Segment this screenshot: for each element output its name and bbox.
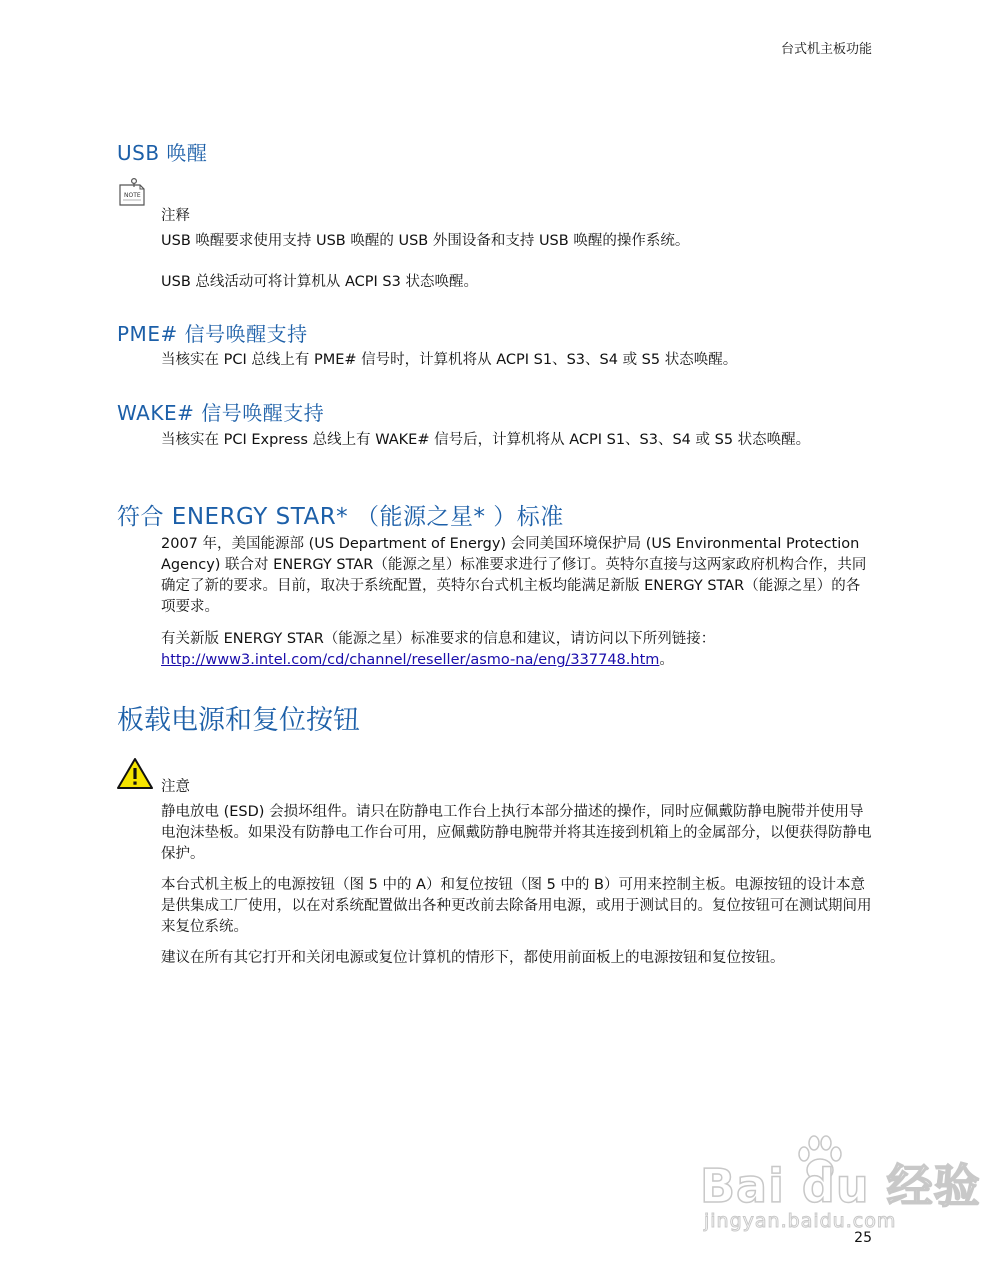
energy-star-para-1: 2007 年，美国能源部 (US Department of Energy) 会同美国环境保护局 (US Environmental Protection Agency) 联合对 ENERGY STAR（能源之星）标准要求进行了修订。英特尔直接与这两家政府机构合作，共同确定了新的要求。目前，取决于系统配置，英特尔台式机主板均能满足新版 ENERGY STAR（能源之星）的各项要求。 [161,536,867,615]
power-reset-para-1: 静电放电 (ESD) 会损坏组件。请只在防静电工作台上执行本部分描述的操作，同时应佩戴防静电腕带并使用导电泡沫垫板。如果没有防静电工作台可用，应佩戴防静电腕带并将其连接到机箱上的金属部分，以便获得防静电保护。 [161,804,872,862]
page-number: 25 [854,1230,872,1246]
watermark-url: jingyan.baidu.com [704,1210,897,1232]
svg-text:NOTE: NOTE [124,192,141,199]
note-icon [116,177,148,209]
wake-signal-heading: WAKE# 信号唤醒支持 [117,401,325,425]
usb-wake-heading: USB 唤醒 [117,141,208,165]
power-reset-para-2: 本台式机主板上的电源按钮（图 5 中的 A）和复位按钮（图 5 中的 B）可用来控制主板。电源按钮的设计本意是供集成工厂使用，以在对系统配置做出各种更改前去除备用电源，或用于测试目的。复位按钮可在测试期间用来复位系统。 [161,877,872,935]
energy-star-heading: 符合 ENERGY STAR* （能源之星* ）标准 [117,504,564,530]
watermark-logo: Bai du 经验 [700,1159,981,1213]
power-reset-para-3: 建议在所有其它打开和关闭电源或复位计算机的情形下，都使用前面板上的电源按钮和复位按钮。 [161,950,785,966]
energy-star-link-suffix: 。 [659,652,674,668]
pme-wake-para: 当核实在 PCI 总线上有 PME# 信号时，计算机将从 ACPI S1、S3、S4 或 S5 状态唤醒。 [161,352,738,368]
header-title: 台式机主板功能 [780,42,872,57]
energy-star-link[interactable]: http://www3.intel.com/cd/channel/reseller/asmo-na/eng/337748.htm [161,652,660,668]
wake-signal-para: 当核实在 PCI Express 总线上有 WAKE# 信号后，计算机将从 ACPI S1、S3、S4 或 S5 状态唤醒。 [161,432,811,448]
power-reset-heading: 板载电源和复位按钮 [117,705,360,736]
usb-wake-para-1: USB 唤醒要求使用支持 USB 唤醒的 USB 外围设备和支持 USB 唤醒的操作系统。 [161,233,690,249]
usb-wake-para-2: USB 总线活动可将计算机从 ACPI S3 状态唤醒。 [161,274,478,290]
baidu-watermark [700,1130,981,1240]
pme-wake-heading: PME# 信号唤醒支持 [117,322,308,346]
energy-star-para-2-text: 有关新版 ENERGY STAR（能源之星）标准要求的信息和建议，请访问以下所列链接： [161,631,716,647]
caution-label: 注意 [161,779,190,795]
note-label: 注释 [161,208,190,224]
caution-icon [116,757,154,791]
energy-star-para-2 [161,629,873,671]
